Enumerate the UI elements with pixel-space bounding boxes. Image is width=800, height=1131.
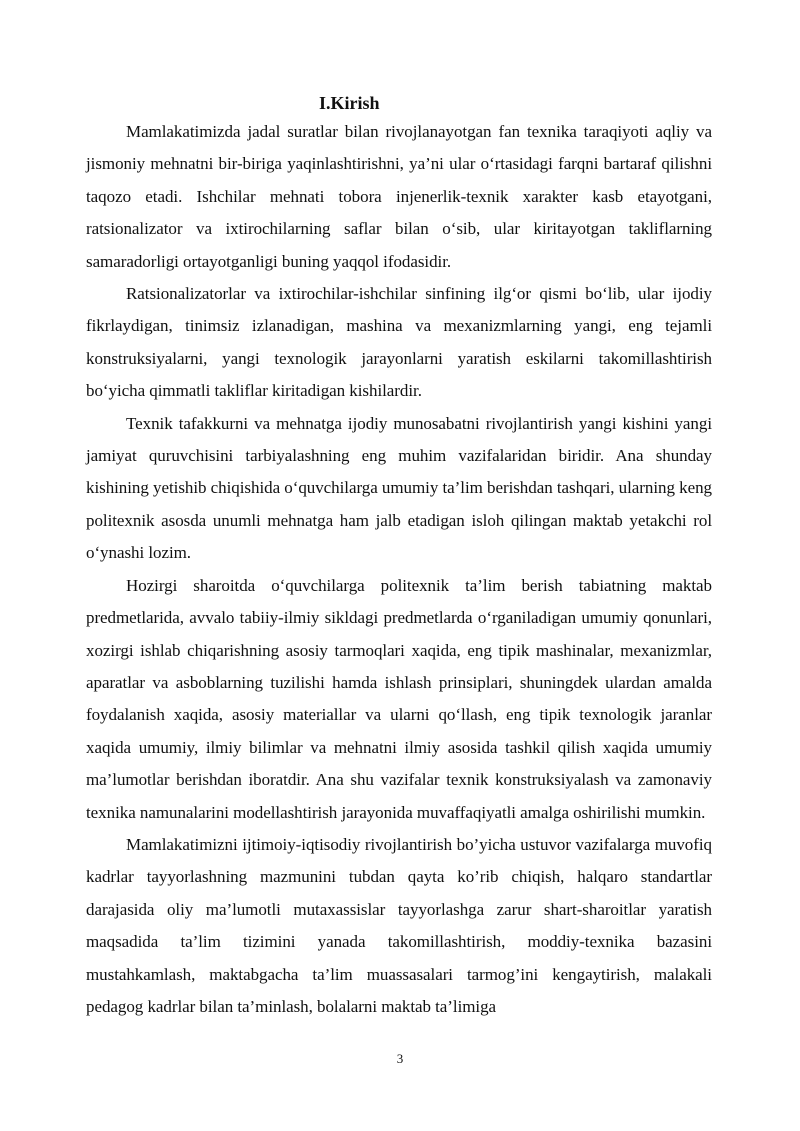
page-number: 3 xyxy=(396,1051,404,1066)
page-body xyxy=(86,92,712,1023)
section-heading: I.Kirish xyxy=(319,93,380,113)
paragraph-5: Mamlakatimizni ijtimoiy-iqtisodiy rivojlantirish bo’yicha ustuvor vazifalarga muvofiq kadrlar tayyorlashning mazmunini tubdan qayta ko’rib chiqish, halqaro standartlar darajasida oliy ma’lumotli mutaxassislar tayyorlashga zarur shart-sharoitlar yaratish maqsadida ta’lim tizimini yanada takomillashtirish, moddiy-texnika bazasini mustahkamlash, maktabgacha ta’lim muassasalari tarmog’ini kengaytirish, malakali pedagog kadrlar bilan ta’minlash, bolalarni maktab ta’limiga xyxy=(86,834,712,1016)
paragraph-1: Mamlakatimizda jadal suratlar bilan rivojlanayotgan fan texnika taraqiyoti aqliy va jismoniy mehnatni bir-biriga yaqinlashtirishni, ya’ni ular o‘rtasidagi farqni bartaraf qilishni taqozo etadi. Ishchilar mehnati tobora injenerlik-texnik xarakter kasb etayotgani, ratsionalizator va ixtirochilarning saflar bilan o‘sib, ular kiritayotgan takliflarning samaradorligi ortayotganligi buning yaqqol ifodasidir. xyxy=(86,122,712,271)
paragraph-4: Hozirgi sharoitda o‘quvchilarga politexnik ta’lim berish tabiatning maktab predmetlarida, avvalo tabiiy-ilmiy sikldagi predmetlarda o‘rganiladigan umumiy qonunlari, xozirgi ishlab chiqarishning asosiy tarmoqlari xaqida, eng tipik mashinalar, mexanizmlar, aparatlar va asboblarning tuzilishi hamda ishlash prinsiplari, shuningdek ulardan amalda foydalanish xaqida, asosiy materiallar va ularni qo‘llash, eng tipik texnologik jaranlar xaqida umumiy, ilmiy bilimlar va mehnatni ilmiy asosida tashkil qilish xaqida umumiy ma’lumotlar berishdan iboratdir. Ana shu vazifalar texnik konstruksiyalash va zamonaviy texnika namunalarini modellashtirish jarayonida muvaffaqiyatli amalga oshirilishi mumkin. xyxy=(86,575,712,822)
paragraph-3: Texnik tafakkurni va mehnatga ijodiy munosabatni rivojlantirish yangi kishini yangi jamiyat quruvchisini tarbiyalashning eng muhim vazifalaridan biridir. Ana shunday kishining yetishib chiqishida o‘quvchilarga umumiy ta’lim berishdan tashqari, ularning keng politexnik asosda unumli mehnatga ham jalb etadigan isloh qilingan maktab yetakchi rol o‘ynashi lozim. xyxy=(86,413,712,563)
paragraph-2: Ratsionalizatorlar va ixtirochilar-ishchilar sinfining ilg‘or qismi bo‘lib, ular ijodiy fikrlaydigan, tinimsiz izlanadigan, mashina va mexanizmlarning yangi, eng tejamli konstruksiyalarni, yangi texnologik jarayonlarni yaratish eskilarni takomillashtirish bo‘yicha qimmatli takliflar kiritadigan kishilardir. xyxy=(86,284,712,401)
